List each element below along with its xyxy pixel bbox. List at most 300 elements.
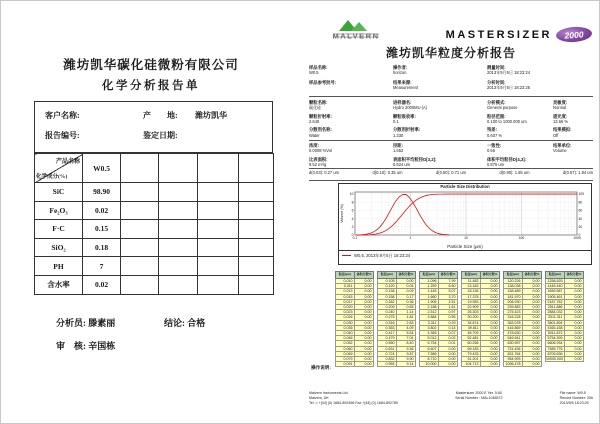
svg-text:100: 100 xyxy=(578,192,585,197)
footer-line: Record Number: 206 xyxy=(559,395,593,400)
psd-size-cell: 158.489 xyxy=(504,289,523,294)
psd-table-column xyxy=(377,271,416,367)
psd-row xyxy=(462,362,500,367)
param-field xyxy=(487,114,549,125)
component-value-cell xyxy=(121,201,159,220)
chemical-report-title: 化学分析报告单 xyxy=(102,80,200,92)
info-field-value: W0.5 xyxy=(309,70,319,76)
particle-report-title: 潍坊凯华粒度分析报告 xyxy=(385,46,516,60)
param-field-value: Off xyxy=(553,132,559,138)
component-value-cell xyxy=(198,238,239,257)
component-value-cell xyxy=(198,220,239,239)
footer-line: Malvern, UK xyxy=(309,395,329,400)
psd-size-header: 粒径(µm) xyxy=(504,272,523,279)
component-value-cell xyxy=(121,183,159,202)
svg-text:0.1: 0.1 xyxy=(352,236,358,241)
param-field xyxy=(309,127,389,138)
psd-size-cell: 15.136 xyxy=(462,289,481,294)
psd-size-cell: 91.201 xyxy=(462,357,481,362)
psd-size-cell: 13.183 xyxy=(462,284,481,289)
footer-company-block xyxy=(309,391,398,405)
chart-x-axis-label: Particle Size (µm) xyxy=(447,244,483,249)
psd-table-column xyxy=(335,271,374,367)
component-value-cell: 98.90 xyxy=(83,183,121,202)
param-field-value: Normal xyxy=(553,105,567,111)
psd-volume-cell: 7.04 xyxy=(397,336,416,341)
psd-table-column xyxy=(503,271,542,367)
psd-volume-cell: 0.00 xyxy=(565,289,584,294)
svg-text:60: 60 xyxy=(578,208,583,213)
svg-text:80: 80 xyxy=(578,200,583,205)
psd-size-cell: 2187.762 xyxy=(547,299,563,304)
component-value-cell xyxy=(198,183,239,202)
psd-size-cell: 208.930 xyxy=(504,299,523,304)
component-value-cell xyxy=(239,183,274,202)
psd-size-cell: 1096.478 xyxy=(505,362,521,367)
result-field xyxy=(393,157,483,168)
result-field xyxy=(487,143,549,154)
psd-volume-header: 体积分数% xyxy=(439,272,458,279)
legend-line-swatch xyxy=(342,255,351,256)
psd-header-row xyxy=(336,272,374,279)
psd-size-cell: 0.030 xyxy=(336,320,355,325)
psd-size-cell: 549.541 xyxy=(504,336,523,341)
psd-volume-cell: 0.00 xyxy=(565,284,584,289)
param-field xyxy=(393,114,483,125)
psd-volume-cell: 0.14 xyxy=(439,325,458,330)
psd-row xyxy=(336,362,374,367)
info-field-value: 2013年9月5日 18:23:25 xyxy=(487,85,531,91)
psd-size-cell: 1.445 xyxy=(420,289,439,294)
psd-volume-cell: 0.00 xyxy=(355,336,374,341)
footer-line: Mastersizer 2000 E Ver. 5.60 xyxy=(455,391,502,395)
psd-volume-cell: 0.00 xyxy=(565,336,584,341)
svg-text:10: 10 xyxy=(349,192,354,197)
psd-volume-cell: 0.00 xyxy=(565,279,584,284)
psd-size-cell: 0.015 xyxy=(336,294,355,299)
svg-text:0: 0 xyxy=(578,233,581,238)
param-field-label: 分散剂折射率: xyxy=(393,127,421,133)
result-field xyxy=(309,143,389,154)
psd-volume-cell: 0.00 xyxy=(523,357,542,362)
psd-volume-cell: 0.00 xyxy=(355,362,374,367)
psd-volume-cell: 2.51 xyxy=(439,299,458,304)
reviewer-label: 审 核: xyxy=(56,341,86,351)
psd-volume-cell: 0.29 xyxy=(439,320,458,325)
particle-size-report-page xyxy=(301,1,600,424)
param-field-label: 分散剂名称: xyxy=(309,127,332,133)
psd-size-cell: 724.436 xyxy=(504,346,523,351)
svg-text:4: 4 xyxy=(351,216,354,221)
psd-volume-cell: 2.83 xyxy=(397,320,416,325)
psd-volume-header: 体积分数% xyxy=(523,272,542,279)
info-field xyxy=(393,80,483,91)
divider-rule xyxy=(309,168,593,169)
param-field xyxy=(487,100,549,111)
mastersizer-logo xyxy=(446,27,592,42)
psd-volume-cell: 0.97 xyxy=(439,310,458,315)
param-field xyxy=(393,127,483,138)
psd-size-cell: 630.957 xyxy=(504,341,523,346)
param-field-label: 分析模式: xyxy=(487,100,506,105)
param-field-label: 遮光度: xyxy=(553,113,568,119)
psd-volume-header: 体积分数% xyxy=(397,272,416,279)
psd-row xyxy=(420,362,458,367)
psd-volume-cell: 0.00 xyxy=(355,305,374,310)
psd-volume-cell: 0.00 xyxy=(397,279,416,284)
psd-volume-cell: 0.00 xyxy=(481,351,500,356)
psd-volume-cell: 0.00 xyxy=(565,346,584,351)
conclusion-value: 合格 xyxy=(187,318,206,328)
param-field-label: 进样器名: xyxy=(393,100,412,105)
psd-chart-svg xyxy=(339,190,591,244)
component-value-cell xyxy=(198,275,239,294)
psd-size-cell: 0.182 xyxy=(378,299,397,304)
psd-volume-cell: 3.70 xyxy=(439,294,458,299)
result-field-label: 体积平均粒径D[4,3]: xyxy=(487,156,527,162)
analyst-label: 分析员: xyxy=(56,318,86,328)
psd-size-cell: 239.883 xyxy=(504,305,523,310)
result-field-label: 一致性: xyxy=(487,143,502,148)
param-field-label: 残差: xyxy=(487,127,498,133)
svg-text:6: 6 xyxy=(351,208,354,213)
psd-size-cell: 478.630 xyxy=(504,331,523,336)
psd-size-cell: 3801.894 xyxy=(547,320,563,325)
info-field-label: 结果来源: xyxy=(393,79,412,85)
svg-text:2: 2 xyxy=(351,225,354,230)
psd-volume-cell: 1.61 xyxy=(439,305,458,310)
footer-line: File name: W0.5 xyxy=(559,391,586,395)
psd-size-cell: 120.226 xyxy=(504,279,523,284)
inspection-date-label: 鉴定日期: xyxy=(143,131,178,140)
psd-size-cell: 5.012 xyxy=(420,336,439,341)
psd-size-cell: 0.550 xyxy=(378,341,397,346)
origin-value: 潍坊凯华 xyxy=(195,111,227,120)
psd-volume-cell: 0.02 xyxy=(439,336,458,341)
diagonal-label-composition: 化学成分(%) xyxy=(36,174,68,180)
psd-volume-cell: 9.90 xyxy=(397,357,416,362)
component-value-cell xyxy=(121,275,159,294)
psd-size-cell: 45.709 xyxy=(462,331,481,336)
psd-volume-cell: 0.00 xyxy=(481,362,500,367)
info-field xyxy=(487,80,597,91)
psd-volume-cell: 0.00 xyxy=(439,357,458,362)
param-field-label: 灵敏度: xyxy=(553,100,568,105)
diagonal-header-cell xyxy=(35,154,83,183)
param-field-label: 结果模拟: xyxy=(553,127,572,133)
psd-size-cell: 0.010 xyxy=(336,279,355,284)
psd-size-cell: 6.607 xyxy=(420,346,439,351)
psd-size-cell: 0.013 xyxy=(336,289,355,294)
psd-size-cell: 0.091 xyxy=(336,362,355,367)
psd-table-column xyxy=(545,271,584,362)
component-value-cell: 0.18 xyxy=(83,238,121,257)
report-header-fields-box xyxy=(34,101,273,153)
param-field-value: 1.330 xyxy=(393,132,404,138)
psd-size-header: 粒径(µm) xyxy=(420,272,439,279)
info-field-value: horizon xyxy=(393,70,407,76)
component-value-cell xyxy=(159,257,198,276)
info-field xyxy=(309,80,389,91)
psd-volume-cell: 0.00 xyxy=(481,279,500,284)
psd-data-tables xyxy=(335,271,591,367)
psd-size-cell: 79.433 xyxy=(462,351,481,356)
psd-volume-cell: 1.14 xyxy=(397,310,416,315)
component-value-cell xyxy=(121,238,159,257)
psd-size-cell: 1905.461 xyxy=(547,294,563,299)
conclusion-label: 结论: xyxy=(164,318,185,328)
psd-volume-cell: 0.00 xyxy=(481,336,500,341)
psd-volume-cell: 0.00 xyxy=(565,315,584,320)
psd-volume-cell: 7.99 xyxy=(439,279,458,284)
psd-size-cell: 0.040 xyxy=(336,331,355,336)
psd-volume-cell: 0.00 xyxy=(523,351,542,356)
psd-size-cell: 3.802 xyxy=(420,325,439,330)
divider-rule xyxy=(309,140,593,141)
psd-size-cell: 0.363 xyxy=(378,325,397,330)
psd-volume-cell: 0.00 xyxy=(355,346,374,351)
component-value-cell xyxy=(239,201,274,220)
component-value-cell xyxy=(121,257,159,276)
psd-size-header: 粒径(µm) xyxy=(378,272,397,279)
svg-text:1000: 1000 xyxy=(573,236,581,241)
svg-text:1: 1 xyxy=(409,236,412,241)
psd-volume-cell: 0.00 xyxy=(355,351,374,356)
component-value-cell: 0.02 xyxy=(83,201,121,220)
psd-size-cell: 22.909 xyxy=(462,305,481,310)
result-field-value: Volume xyxy=(553,148,567,154)
psd-size-cell: 0.275 xyxy=(378,315,397,320)
result-field xyxy=(553,157,600,168)
psd-volume-cell: 0.00 xyxy=(523,362,542,367)
param-field xyxy=(553,100,600,111)
result-field-value: 9.52 m²/g xyxy=(309,162,327,168)
psd-volume-cell: 0.00 xyxy=(355,294,374,299)
mastersizer-2000-badge: 2000 xyxy=(556,26,593,43)
psd-size-cell: 1445.440 xyxy=(547,284,563,289)
psd-volume-cell: 0.00 xyxy=(523,331,542,336)
svg-text:8: 8 xyxy=(351,200,354,205)
psd-size-cell: 11.482 xyxy=(462,279,481,284)
result-field-value: 0.875 um xyxy=(487,162,505,168)
psd-size-cell: 831.764 xyxy=(504,351,523,356)
psd-size-cell: 104.713 xyxy=(462,362,481,367)
product-name-cell: W0.5 xyxy=(83,154,121,183)
psd-volume-cell: 0.01 xyxy=(439,341,458,346)
psd-size-cell: 138.038 xyxy=(504,284,523,289)
psd-volume-cell: 0.00 xyxy=(523,336,542,341)
psd-volume-cell: 0.00 xyxy=(481,320,500,325)
psd-volume-cell: 0.00 xyxy=(565,351,584,356)
table-header-row xyxy=(35,154,274,183)
psd-size-cell: 0.209 xyxy=(378,305,397,310)
conclusion-line xyxy=(164,316,205,329)
legend-text: W0.5, 2013年9月5日 18:23:24 xyxy=(354,252,411,258)
psd-volume-cell: 0.00 xyxy=(481,346,500,351)
result-field-label: 表面积平均粒径D[3,2]: xyxy=(393,156,437,162)
psd-size-cell: 0.724 xyxy=(378,351,397,356)
product-name-cell xyxy=(121,154,159,183)
psd-volume-cell: 0.00 xyxy=(439,346,458,351)
info-field xyxy=(487,65,597,76)
psd-volume-cell: 0.09 xyxy=(397,289,416,294)
param-field xyxy=(393,100,483,111)
analyst-name: 滕素丽 xyxy=(88,318,116,328)
psd-size-header: 粒径(µm) xyxy=(546,272,565,279)
result-field xyxy=(393,143,483,154)
psd-size-cell: 0.631 xyxy=(378,346,397,351)
psd-size-cell: 52.481 xyxy=(462,336,481,341)
component-value-cell xyxy=(239,275,274,294)
psd-size-cell: 34.674 xyxy=(462,320,481,325)
psd-size-cell: 0.011 xyxy=(336,284,355,289)
svg-text:20: 20 xyxy=(578,225,583,230)
result-field-label: 浓度: xyxy=(309,143,320,148)
psd-size-cell: 0.138 xyxy=(378,289,397,294)
component-value-cell xyxy=(239,257,274,276)
psd-volume-cell: 0.00 xyxy=(565,310,584,315)
psd-chart-box xyxy=(338,183,592,265)
psd-size-cell: 0.052 xyxy=(336,341,355,346)
component-value-cell xyxy=(239,238,274,257)
psd-volume-cell: 0.04 xyxy=(397,284,416,289)
psd-volume-cell: 0.00 xyxy=(481,310,500,315)
psd-volume-cell: 0.07 xyxy=(439,331,458,336)
psd-size-cell: 1.905 xyxy=(420,299,439,304)
psd-size-cell: 1.259 xyxy=(420,284,439,289)
psd-size-cell: 0.017 xyxy=(336,299,355,304)
psd-size-cell: 5.754 xyxy=(420,341,439,346)
psd-size-cell: 0.069 xyxy=(336,351,355,356)
psd-header-row xyxy=(546,272,584,279)
param-field-value: 13.66 % xyxy=(553,119,569,125)
psd-size-cell: 0.479 xyxy=(378,336,397,341)
diagonal-label-product: 产品名称 xyxy=(55,159,80,165)
info-field-label: 操作者: xyxy=(393,65,408,70)
psd-volume-cell: 0.00 xyxy=(523,310,542,315)
table-row xyxy=(35,220,274,239)
psd-volume-cell: 1.81 xyxy=(397,315,416,320)
mastersizer-wordmark: MASTERSIZER xyxy=(445,28,552,41)
psd-volume-cell: 0.00 xyxy=(355,299,374,304)
psd-volume-cell: 0.00 xyxy=(523,320,542,325)
psd-volume-cell: 0.00 xyxy=(481,305,500,310)
psd-volume-cell: 0.00 xyxy=(481,331,500,336)
measurement-params-grid xyxy=(309,100,593,138)
psd-volume-cell: 0.00 xyxy=(355,289,374,294)
component-value-cell xyxy=(198,257,239,276)
psd-size-cell: 0.158 xyxy=(378,294,397,299)
footer-line: 2013/9/5 18:23:25 xyxy=(559,400,589,405)
psd-volume-header: 体积分数% xyxy=(355,272,374,279)
psd-volume-cell: 9.87 xyxy=(397,351,416,356)
component-value-cell xyxy=(159,183,198,202)
psd-volume-cell: 0.00 xyxy=(481,341,500,346)
d-value: d(0.50): 0.71 um xyxy=(435,170,467,175)
param-field xyxy=(487,127,549,138)
sample-info-grid xyxy=(309,65,593,90)
psd-size-cell: 39.811 xyxy=(462,325,481,330)
info-field-label: 样品参考批号: xyxy=(309,79,337,85)
psd-volume-cell: 0.00 xyxy=(523,299,542,304)
psd-size-cell: 0.417 xyxy=(378,331,397,336)
psd-row xyxy=(378,362,416,367)
param-field-value: 0.607 % xyxy=(487,132,503,138)
chemical-composition-table xyxy=(34,153,274,295)
psd-volume-cell: 0.00 xyxy=(565,357,584,362)
psd-volume-cell: 4.09 xyxy=(397,325,416,330)
psd-size-cell: 0.026 xyxy=(336,315,355,320)
psd-size-cell: 2884.032 xyxy=(547,310,563,315)
result-field-label: 比表面积: xyxy=(309,156,328,162)
analyst-line xyxy=(56,316,115,329)
psd-size-cell: 69.183 xyxy=(462,346,481,351)
results-grid xyxy=(309,143,593,167)
psd-volume-cell: 0.00 xyxy=(355,331,374,336)
psd-volume-cell: 0.00 xyxy=(481,294,500,299)
psd-volume-cell: 0.00 xyxy=(481,357,500,362)
psd-size-cell: 2511.886 xyxy=(546,305,565,310)
report-number-label: 报告编号: xyxy=(45,131,80,140)
psd-volume-cell: 0.00 xyxy=(565,331,584,336)
info-field-value: 2013年9月5日 18:23:24 xyxy=(487,70,531,76)
psd-size-cell: 4365.158 xyxy=(547,325,563,330)
param-field-value: 碳化硅 xyxy=(309,105,322,111)
psd-volume-cell: 0.00 xyxy=(355,341,374,346)
divider-rule xyxy=(309,96,593,97)
psd-volume-cell: 0.65 xyxy=(397,305,416,310)
psd-size-cell: 0.120 xyxy=(378,284,397,289)
psd-size-header: 粒径(µm) xyxy=(336,272,355,279)
psd-table-column xyxy=(461,271,500,367)
reviewer-name: 辛国栋 xyxy=(88,341,116,351)
d-values-row xyxy=(309,170,593,175)
param-field xyxy=(553,114,600,125)
psd-size-cell: 10.000 xyxy=(420,362,439,367)
psd-volume-cell: 0.00 xyxy=(565,341,584,346)
divider-rule xyxy=(309,180,593,181)
psd-volume-cell: 0.00 xyxy=(565,305,584,310)
product-name-cell xyxy=(239,154,274,183)
psd-size-cell: 0.316 xyxy=(378,320,397,325)
psd-size-cell: 0.035 xyxy=(336,325,355,330)
psd-size-cell: 8.710 xyxy=(420,357,439,362)
chart-title: Particle Size Distribution xyxy=(440,184,490,189)
table-row xyxy=(35,183,274,202)
result-field xyxy=(487,157,549,168)
param-field-label: 颗粒名称: xyxy=(309,100,328,105)
psd-volume-cell: 0.00 xyxy=(565,294,584,299)
psd-size-cell: 5011.872 xyxy=(546,331,565,336)
component-name-cell: SiC xyxy=(35,183,83,202)
psd-volume-cell: 5.07 xyxy=(439,289,458,294)
table-row xyxy=(35,201,274,220)
param-field-value: General purpose xyxy=(487,105,518,111)
d-value: d(0.03): 0.27 um xyxy=(309,170,340,175)
psd-header-row xyxy=(420,272,458,279)
component-value-cell xyxy=(159,201,198,220)
result-field-label: 径距: xyxy=(393,143,404,148)
customer-name-label: 客户名称: xyxy=(45,111,80,120)
psd-size-cell: 954.993 xyxy=(504,357,523,362)
param-field-value: Water xyxy=(309,132,320,138)
svg-text:100: 100 xyxy=(518,236,525,241)
param-field-value: 2.648 xyxy=(309,119,320,125)
result-field xyxy=(553,143,600,154)
param-field-label: 粒径范围: xyxy=(487,113,506,119)
table-row xyxy=(35,275,274,294)
component-value-cell: 0.15 xyxy=(83,220,121,239)
